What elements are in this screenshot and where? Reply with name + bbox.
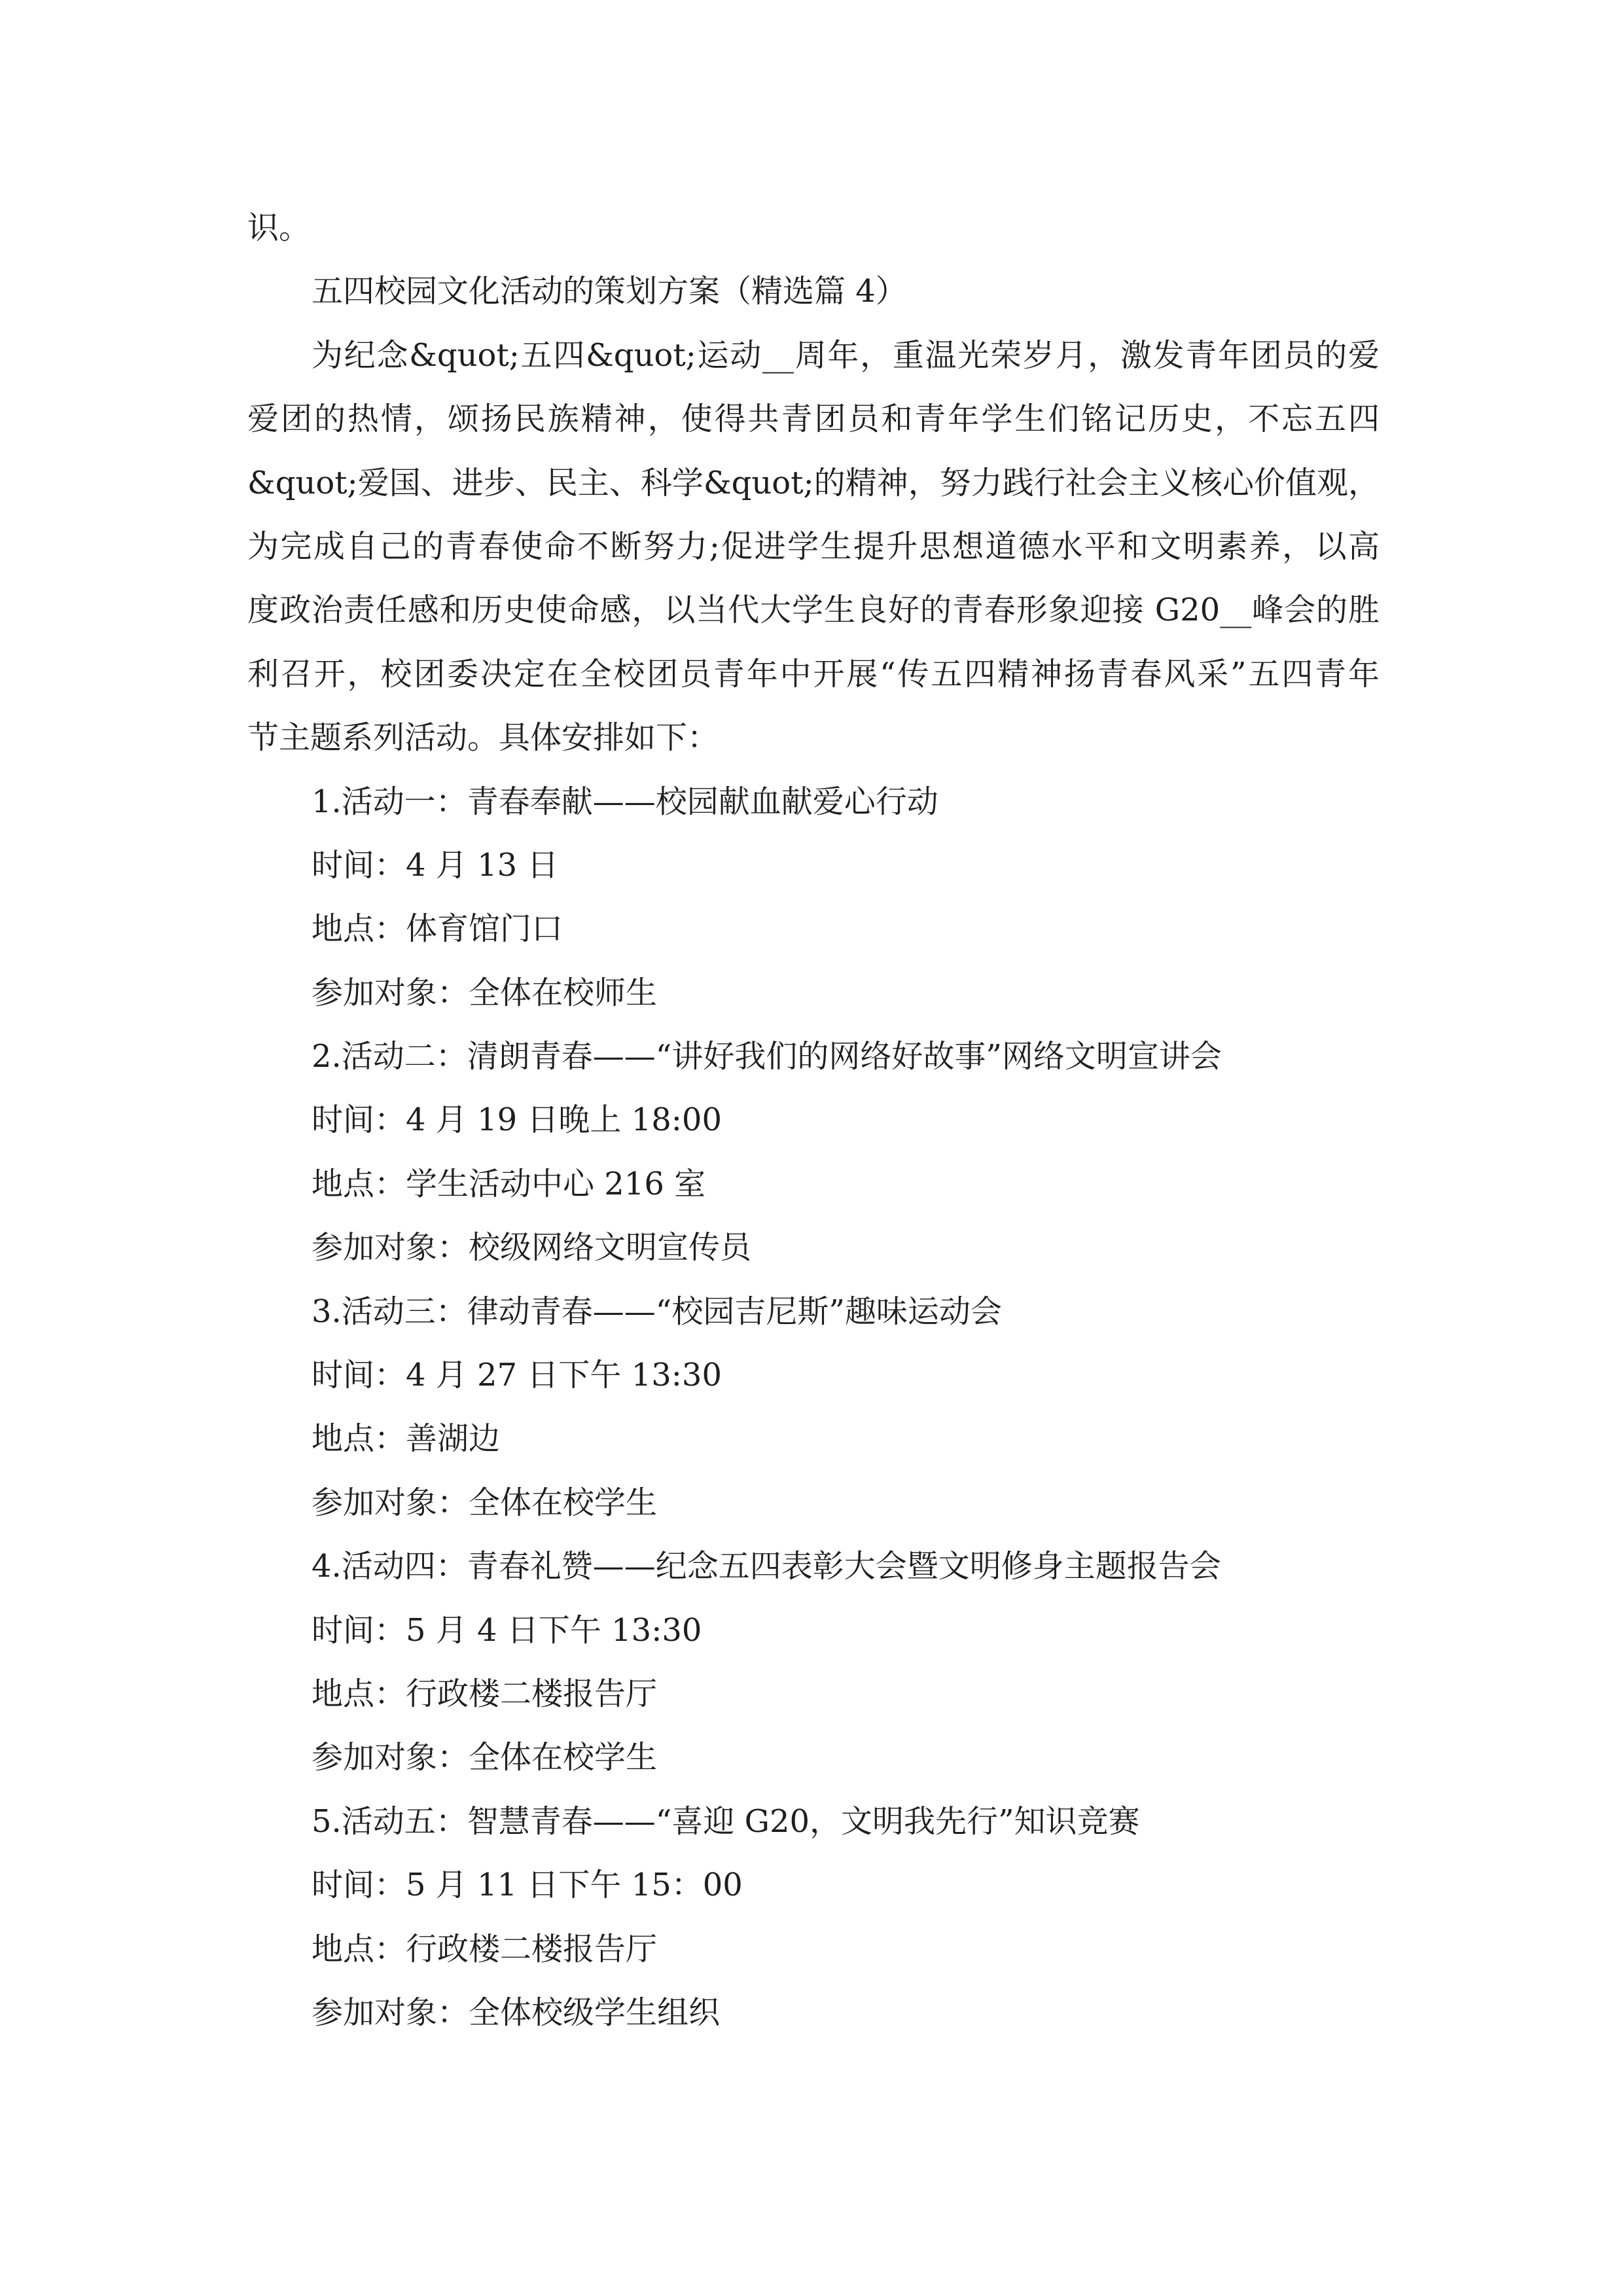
activity-time: 时间：5 月 11 日下午 15：00 — [312, 1867, 743, 1904]
document-body — [247, 196, 1380, 2045]
activity-time: 时间：4 月 13 日 — [312, 846, 559, 884]
activity-place: 地点：行政楼二楼报告厅 — [312, 1930, 658, 1967]
intro-line: 爱团的热情，颂扬民族精神，使得共青团员和青年学生们铭记历史，不忘五四 — [247, 401, 1380, 438]
continuation-text: 识。 — [247, 209, 311, 246]
activity-place: 地点：行政楼二楼报告厅 — [312, 1675, 658, 1712]
activity-time: 时间：4 月 27 日下午 13:30 — [312, 1357, 722, 1394]
activity-participants: 参加对象：全体在校学生 — [312, 1739, 658, 1776]
activity-title: 4.活动四：青春礼赞——纪念五四表彰大会暨文明修身主题报告会 — [312, 1548, 1221, 1585]
intro-line: 利召开，校团委决定在全校团员青年中开展“传五四精神扬青春风采”五四青年 — [247, 655, 1380, 692]
activity-participants: 参加对象：全体在校师生 — [312, 974, 658, 1011]
activity-title: 2.活动二：清朗青春——“讲好我们的网络好故事”网络文明宣讲会 — [312, 1038, 1222, 1075]
activity-place: 地点：体育馆门口 — [312, 910, 563, 948]
activity-participants: 参加对象：全体校级学生组织 — [312, 1994, 721, 2031]
intro-line: &quot;爱国、进步、民主、科学&quot;的精神，努力践行社会主义核心价值观， — [247, 464, 1380, 501]
activity-time: 时间：5 月 4 日下午 13:30 — [312, 1611, 702, 1649]
activity-participants: 参加对象：校级网络文明宣传员 — [312, 1229, 752, 1266]
intro-line: 节主题系列活动。具体安排如下： — [247, 719, 719, 757]
activity-title: 3.活动三：律动青春——“校园吉尼斯”趣味运动会 — [312, 1293, 1002, 1330]
section-title: 五四校园文化活动的策划方案（精选篇 4） — [312, 273, 907, 310]
intro-line: 为纪念&quot;五四&quot;运动__周年，重温光荣岁月，激发青年团员的爱 — [312, 336, 1380, 374]
activity-place: 地点：善湖边 — [312, 1420, 501, 1458]
intro-line: 度政治责任感和历史使命感，以当代大学生良好的青春形象迎接 G20__峰会的胜 — [247, 592, 1380, 629]
activity-participants: 参加对象：全体在校学生 — [312, 1484, 658, 1521]
activity-place: 地点：学生活动中心 216 室 — [312, 1165, 706, 1202]
activity-time: 时间：4 月 19 日晚上 18:00 — [312, 1102, 722, 1139]
activity-title: 1.活动一：青春奉献——校园献血献爱心行动 — [312, 783, 938, 820]
activity-title: 5.活动五：智慧青春——“喜迎 G20，文明我先行”知识竞赛 — [312, 1803, 1140, 1840]
intro-line: 为完成自己的青春使命不断努力;促进学生提升思想道德水平和文明素养，以高 — [247, 528, 1380, 565]
